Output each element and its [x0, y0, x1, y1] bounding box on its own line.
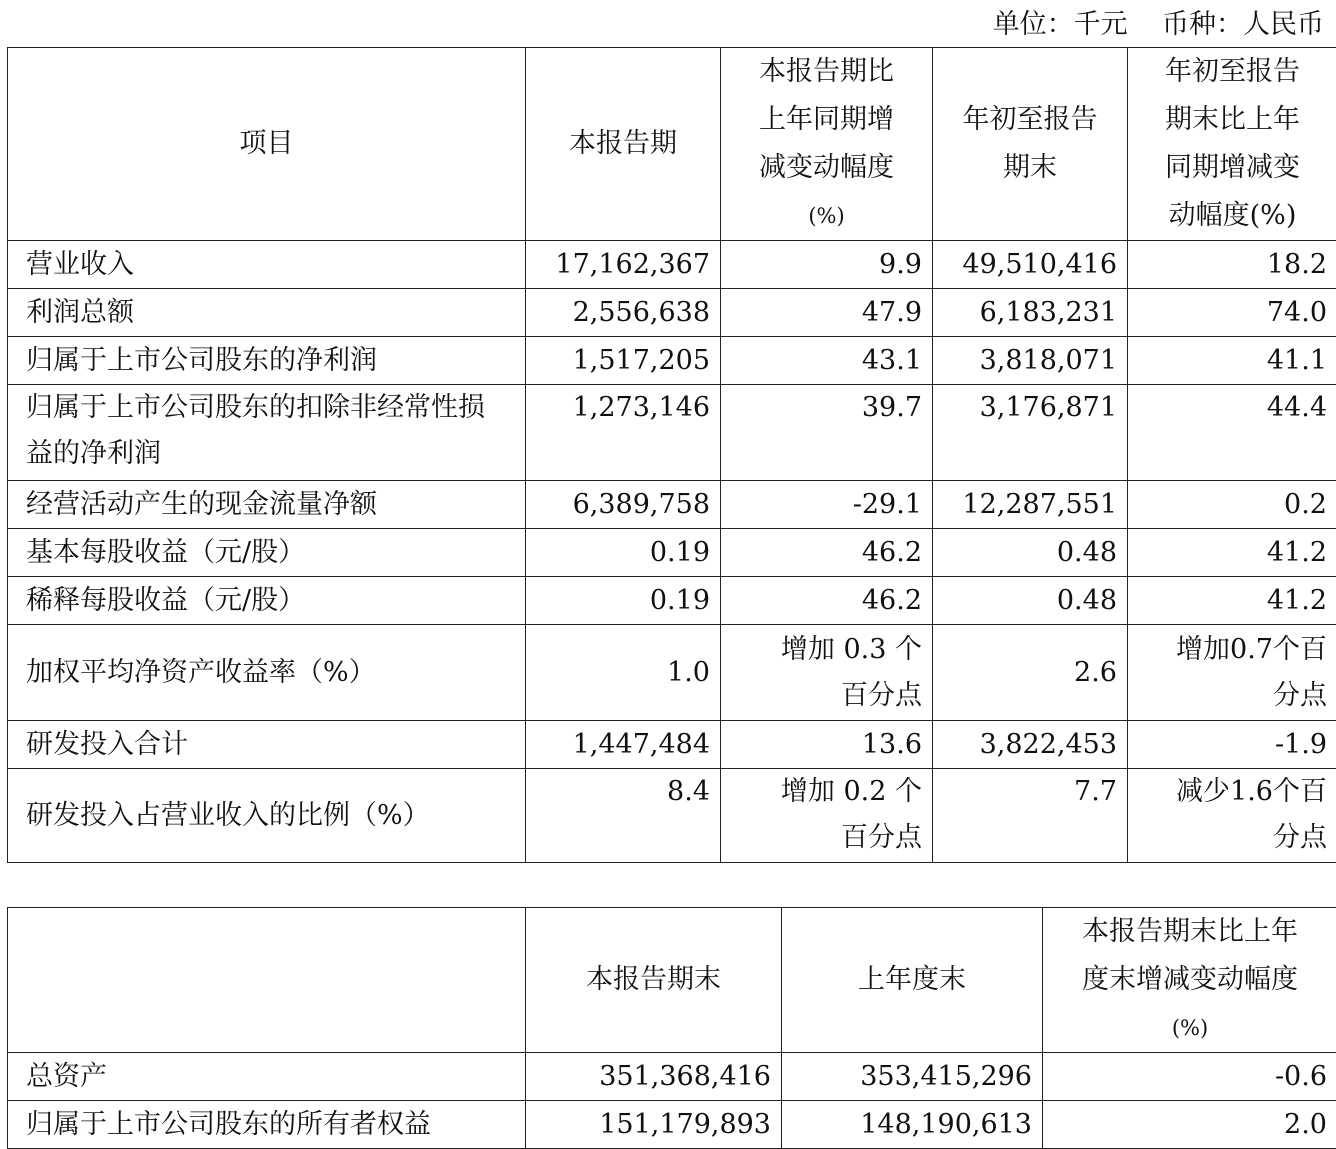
cell-ytd-change: -1.9 [1128, 721, 1336, 769]
table-row [8, 241, 1336, 289]
cell-current-change: 46.2 [721, 577, 933, 625]
cell-current: 0.19 [526, 529, 721, 577]
row-label: 营业收入 [8, 241, 526, 289]
financial-table-main [7, 47, 1336, 863]
cell-change: 2.0 [1043, 1101, 1336, 1149]
header-current: 本报告期 [526, 48, 721, 241]
table-row [8, 1053, 1336, 1101]
cell-current: 1.0 [526, 625, 721, 721]
table-row [8, 721, 1336, 769]
row-label: 研发投入合计 [8, 721, 526, 769]
cell-ytd-change: 41.2 [1128, 529, 1336, 577]
cell-period-end: 151,179,893 [526, 1101, 782, 1149]
cell-current-change: -29.1 [721, 481, 933, 529]
cell-ytd: 0.48 [933, 529, 1128, 577]
header-item [8, 908, 526, 1053]
cell-current: 1,447,484 [526, 721, 721, 769]
row-label: 利润总额 [8, 289, 526, 337]
table-row [8, 577, 1336, 625]
row-label: 归属于上市公司股东的扣除非经常性损益的净利润 [8, 385, 526, 481]
table-row [8, 481, 1336, 529]
cell-current: 1,273,146 [526, 385, 721, 481]
cell-current-change: 43.1 [721, 337, 933, 385]
cell-ytd: 3,822,453 [933, 721, 1128, 769]
header-change: 本报告期末比上年 度末增减变动幅度 (%) [1043, 908, 1336, 1053]
cell-current: 6,389,758 [526, 481, 721, 529]
table-row [8, 769, 1336, 863]
header-prior-year-end: 上年度末 [782, 908, 1043, 1053]
table-row [8, 529, 1336, 577]
cell-ytd-change: 18.2 [1128, 241, 1336, 289]
table-row [8, 289, 1336, 337]
currency-label: 币种：人民币 [1162, 9, 1324, 40]
cell-ytd-change: 44.4 [1128, 385, 1336, 481]
cell-current: 8.4 [526, 769, 721, 863]
cell-ytd: 49,510,416 [933, 241, 1128, 289]
unit-label: 单位：千元 [993, 9, 1128, 40]
cell-period-end: 351,368,416 [526, 1053, 782, 1101]
cell-ytd-change: 减少1.6个百 分点 [1128, 769, 1336, 863]
cell-prior-year-end: 353,415,296 [782, 1053, 1043, 1101]
row-label: 总资产 [8, 1053, 526, 1101]
header-period-end: 本报告期末 [526, 908, 782, 1053]
cell-current-change: 增加 0.2 个 百分点 [721, 769, 933, 863]
cell-current-change: 9.9 [721, 241, 933, 289]
cell-current-change: 增加 0.3 个 百分点 [721, 625, 933, 721]
row-label: 稀释每股收益（元/股） [8, 577, 526, 625]
cell-current-change: 47.9 [721, 289, 933, 337]
row-label: 基本每股收益（元/股） [8, 529, 526, 577]
cell-ytd-change: 0.2 [1128, 481, 1336, 529]
unit-line [993, 2, 1324, 48]
row-label: 归属于上市公司股东的净利润 [8, 337, 526, 385]
cell-current-change: 13.6 [721, 721, 933, 769]
header-ytd-change: 年初至报告 期末比上年 同期增减变 动幅度(%) [1128, 48, 1336, 241]
cell-current-change: 39.7 [721, 385, 933, 481]
cell-ytd-change: 增加0.7个百 分点 [1128, 625, 1336, 721]
cell-ytd: 0.48 [933, 577, 1128, 625]
row-label: 研发投入占营业收入的比例（%） [8, 769, 526, 863]
financial-table-balance [7, 907, 1336, 1149]
table-row [8, 337, 1336, 385]
cell-current-change: 46.2 [721, 529, 933, 577]
row-label: 加权平均净资产收益率（%） [8, 625, 526, 721]
header-current-change: 本报告期比 上年同期增 减变动幅度 (%) [721, 48, 933, 241]
cell-ytd-change: 41.1 [1128, 337, 1336, 385]
cell-ytd: 12,287,551 [933, 481, 1128, 529]
table-row [8, 385, 1336, 481]
table-row [8, 1101, 1336, 1149]
cell-change: -0.6 [1043, 1053, 1336, 1101]
header-ytd: 年初至报告 期末 [933, 48, 1128, 241]
cell-ytd: 7.7 [933, 769, 1128, 863]
table-header-row [8, 908, 1336, 1053]
cell-prior-year-end: 148,190,613 [782, 1101, 1043, 1149]
table-row [8, 625, 1336, 721]
table-header-row [8, 48, 1336, 241]
header-item: 项目 [8, 48, 526, 241]
cell-ytd: 3,176,871 [933, 385, 1128, 481]
cell-ytd: 2.6 [933, 625, 1128, 721]
cell-current: 0.19 [526, 577, 721, 625]
cell-ytd: 3,818,071 [933, 337, 1128, 385]
cell-current: 1,517,205 [526, 337, 721, 385]
row-label: 归属于上市公司股东的所有者权益 [8, 1101, 526, 1149]
cell-ytd: 6,183,231 [933, 289, 1128, 337]
cell-current: 17,162,367 [526, 241, 721, 289]
cell-ytd-change: 74.0 [1128, 289, 1336, 337]
cell-current: 2,556,638 [526, 289, 721, 337]
row-label: 经营活动产生的现金流量净额 [8, 481, 526, 529]
cell-ytd-change: 41.2 [1128, 577, 1336, 625]
